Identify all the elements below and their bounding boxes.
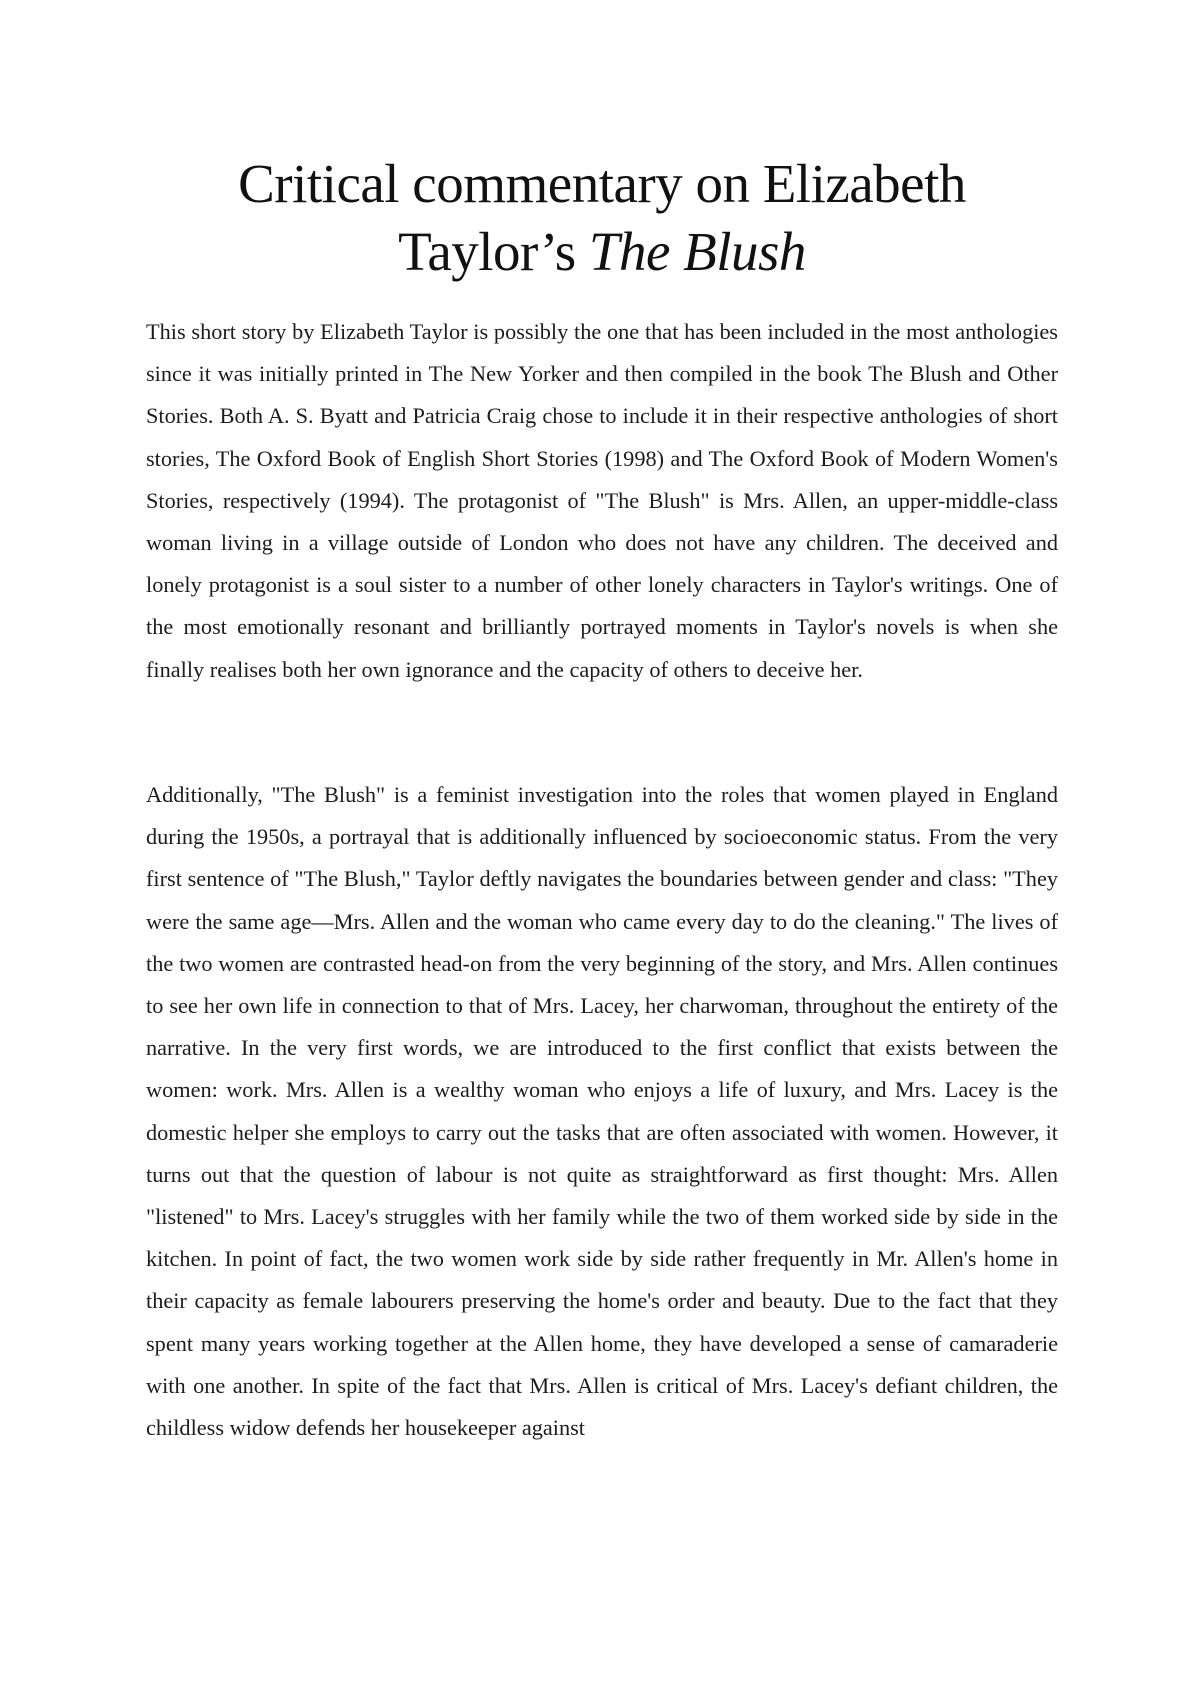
title-line-1: Critical commentary on Elizabeth: [238, 153, 966, 214]
title-story-name: The Blush: [588, 221, 806, 282]
page-title: [146, 150, 1058, 286]
body-paragraph-1: This short story by Elizabeth Taylor is possibly the one that has been included in the most anthologies since it was initially printed in The New Yorker and then compiled in the book The Blush and Other Stories. Both A. S. Byatt and Patricia Craig chose to include it in their respective anthologies of short stories, The Oxford Book of English Short Stories (1998) and The Oxford Book of Modern Women's Stories, respectively (1994). The protagonist of "The Blush" is Mrs. Allen, an upper-middle-class woman living in a village outside of London who does not have any children. The deceived and lonely protagonist is a soul sister to a number of other lonely characters in Taylor's writings. One of the most emotionally resonant and brilliantly portrayed moments in Taylor's novels is when she finally realises both her own ignorance and the capacity of others to deceive her.: [146, 319, 1058, 682]
body-paragraph-2: Additionally, "The Blush" is a feminist investigation into the roles that women played in England during the 1950s, a portrayal that is additionally influenced by socioeconomic status. From the very first sentence of "The Blush," Taylor deftly navigates the boundaries between gender and class: "They were the same age—Mrs. Allen and the woman who came every day to do the cleaning." The lives of the two women are contrasted head-on from the very beginning of the story, and Mrs. Allen continues to see her own life in connection to that of Mrs. Lacey, her charwoman, throughout the entirety of the narrative. In the very first words, we are introduced to the first conflict that exists between the women: work. Mrs. Allen is a wealthy woman who enjoys a life of luxury, and Mrs. Lacey is the domestic helper she employs to carry out the tasks that are often associated with women. However, it turns out that the question of labour is not quite as straightforward as first thought: Mrs. Allen "listened" to Mrs. Lacey's struggles with her family while the two of them worked side by side in the kitchen. In point of fact, the two women work side by side rather frequently in Mr. Allen's home in their capacity as female labourers preserving the home's order and beauty. Due to the fact that they spent many years working together at the Allen home, they have developed a sense of camaraderie with one another. In spite of the fact that Mrs. Allen is critical of Mrs. Lacey's defiant children, the childless widow defends her housekeeper against: [146, 782, 1058, 1441]
title-line-2: [146, 218, 1058, 286]
title-author-possessive: Taylor’s: [398, 221, 589, 282]
